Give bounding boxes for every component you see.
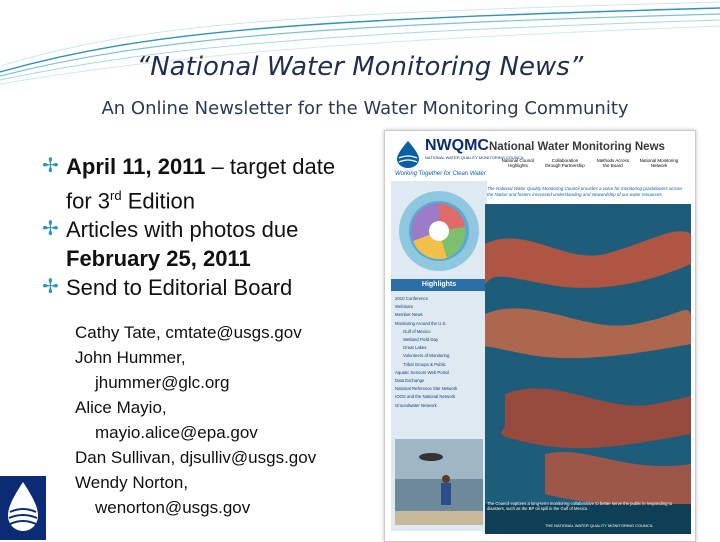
bullet-item (42, 215, 382, 273)
newsletter-nav-item: National Monitoring Network (639, 158, 679, 168)
editorial-board-contacts (75, 320, 385, 520)
highlight-link[interactable]: Great Lakes (403, 345, 427, 351)
highlight-link[interactable]: National Reference Site Network (395, 386, 458, 392)
bullet-text: – target date (205, 154, 336, 179)
deadline-date: April 11, 2011 (66, 154, 206, 179)
nwqmc-logo (393, 139, 423, 169)
field-photo (395, 439, 483, 525)
newsletter-masthead: National Water Monitoring News (489, 141, 665, 153)
contact-email: wenorton@usgs.gov (95, 498, 251, 517)
newsletter-intro: The National Water Quality Monitoring Council provides a voice for monitoring practitioners across the Nation and fosters increased understanding and stewardship of our water resources. (487, 186, 683, 197)
bullet-item (42, 273, 382, 302)
bullet-arrow-icon: ✢ (42, 155, 59, 177)
bullet-item (42, 152, 382, 215)
slide-subtitle: An Online Newsletter for the Water Monitoring Community (101, 98, 629, 119)
newsletter-footer: THE NATIONAL WATER QUALITY MONITORING COUNCIL (545, 523, 654, 528)
newsletter-nav-item: National Council Highlights (501, 158, 535, 168)
deadline-date: February 25, 2011 (66, 246, 251, 272)
council-wheel-diagram (397, 189, 481, 273)
newsletter-preview (384, 130, 696, 542)
newsletter-tagline: Working Together for Clean Water (395, 171, 486, 177)
water-drop-logo (0, 476, 46, 540)
highlights-title: Highlights (391, 279, 487, 291)
bullet-arrow-icon: ✢ (42, 218, 59, 241)
newsletter-nav-item: Collaboration through Partnership (545, 158, 585, 168)
highlight-link[interactable]: Member News (395, 312, 423, 318)
ordinal-suffix: rd (110, 188, 122, 203)
newsletter-brand-sub: NATIONAL WATER QUALITY MONITORING COUNCIL (425, 155, 524, 160)
highlight-link[interactable]: Gulf of Mexico (403, 328, 431, 334)
contact-email: jhummer@glc.org (95, 373, 230, 392)
bullet-list (42, 152, 382, 302)
contact-line: Dan Sullivan, djsulliv@usgs.gov (75, 448, 317, 467)
bullet-text: Articles with photos due (66, 217, 299, 243)
highlight-link[interactable]: Webinars (395, 304, 414, 310)
bullet-arrow-icon: ✢ (42, 276, 59, 299)
highlight-link[interactable]: IOOS and the National Network (395, 394, 456, 400)
oil-spill-photo (485, 204, 691, 534)
bullet-text: Edition (121, 188, 195, 214)
highlights-list (395, 295, 485, 410)
contact-line: Alice Mayio, (75, 398, 167, 417)
contact-line: Cathy Tate, cmtate@usgs.gov (75, 323, 302, 342)
highlight-link[interactable]: Volunteers of Monitoring (403, 353, 450, 359)
highlight-link[interactable]: Monitoring Around the U.S. (395, 320, 447, 326)
contact-line: Wendy Norton, (75, 473, 189, 492)
highlight-link[interactable]: Data Exchange (395, 378, 425, 384)
highlight-link[interactable]: 2010 Conference (395, 296, 428, 301)
newsletter-brand: NWQMC (425, 137, 489, 154)
contact-line: John Hummer, (75, 348, 186, 367)
contact-email: mayio.alice@epa.gov (95, 423, 258, 442)
bullet-text: for 3 (66, 188, 111, 214)
photo-caption: The Council explores a long-term monitoring collaborative to better serve the public in responding to disasters, such as the BP oil spill in the Gulf of Mexico. (487, 501, 673, 511)
newsletter-sidebar (391, 181, 487, 531)
slide-title: “National Water Monitoring News” (136, 52, 584, 82)
highlight-link[interactable]: Tribal Groups & Public (403, 361, 446, 367)
newsletter-nav-item: Methods Across the Board (596, 158, 629, 168)
highlight-link[interactable]: Wetland Field Day (403, 337, 439, 343)
highlight-link[interactable]: Groundwater Network (395, 402, 437, 408)
highlight-link[interactable]: Aquatic Sensors Web Portal (395, 369, 449, 375)
bullet-text: Send to Editorial Board (66, 275, 293, 301)
